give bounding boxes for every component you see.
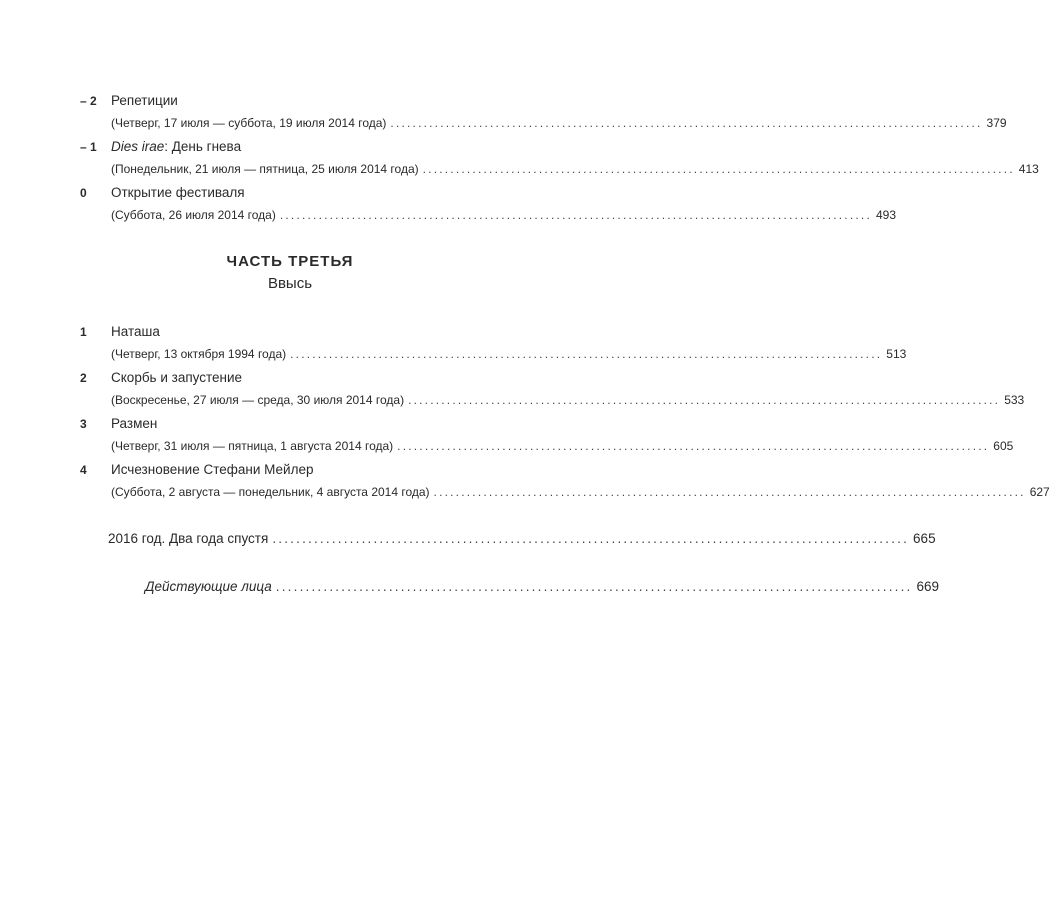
- chapter-number: – 1: [80, 140, 97, 154]
- chapter-number: 2: [80, 371, 87, 385]
- chapter-dates-row: [111, 161, 1039, 177]
- dot-leader: ...........................................................................................................: [279, 208, 872, 222]
- chapter-number: – 2: [80, 94, 97, 108]
- characters-title: Действующие лица: [145, 579, 272, 594]
- chapter-dates-row: [111, 346, 907, 362]
- dot-leader: ...........................................................................................................: [397, 439, 990, 453]
- dot-leader: ...........................................................................................................: [290, 347, 883, 361]
- chapter-title: Репетиции: [111, 93, 178, 108]
- page-number: 413: [1018, 162, 1039, 176]
- chapter-title: Исчезновение Стефани Мейлер: [111, 462, 314, 477]
- dot-leader: ...........................................................................................................: [275, 579, 913, 594]
- page-number: 627: [1029, 485, 1050, 499]
- chapter-number: 0: [80, 186, 87, 200]
- chapter-number: 4: [80, 463, 87, 477]
- page-number: 513: [886, 347, 907, 361]
- chapter-title: Скорбь и запустение: [111, 370, 243, 385]
- chapter-title-italic: Dies irae: [111, 139, 165, 154]
- dot-leader: ...........................................................................................................: [390, 116, 983, 130]
- chapter-dates: (Суббота, 2 августа — понедельник, 4 августа 2014 года): [111, 485, 430, 499]
- chapter-title: Наташа: [111, 324, 160, 339]
- chapter-dates-row: [111, 207, 897, 223]
- chapter-dates-row: [111, 484, 1050, 500]
- epilogue-row: [108, 530, 936, 548]
- page-number: 533: [1004, 393, 1025, 407]
- chapter-dates-row: [111, 115, 1007, 131]
- chapter-title: Открытие фестиваля: [111, 185, 245, 200]
- chapter-title: Размен: [111, 416, 158, 431]
- page-number: 669: [916, 579, 940, 594]
- chapter-number: 3: [80, 417, 87, 431]
- chapter-title-rest: : День гнева: [164, 139, 242, 154]
- chapter-dates: (Четверг, 17 июля — суббота, 19 июля 2014 года): [111, 116, 387, 130]
- dot-leader: ...........................................................................................................: [433, 485, 1026, 499]
- chapter-dates: (Четверг, 31 июля — пятница, 1 августа 2014 года): [111, 439, 394, 453]
- part-title: ЧАСТЬ ТРЕТЬЯ: [226, 253, 354, 270]
- chapter-dates: (Четверг, 13 октября 1994 года): [111, 347, 287, 361]
- dot-leader: ...........................................................................................................: [422, 162, 1015, 176]
- part-subtitle: Ввысь: [267, 275, 313, 292]
- dot-leader: ...........................................................................................................: [408, 393, 1001, 407]
- page-number: 379: [986, 116, 1007, 130]
- page-number: 665: [913, 531, 936, 546]
- characters-row: [145, 578, 940, 596]
- dot-leader: ...........................................................................................................: [272, 531, 910, 546]
- chapter-dates-row: [111, 392, 1025, 408]
- chapter-dates: (Воскресенье, 27 июля — среда, 30 июля 2014 года): [111, 393, 405, 407]
- chapter-number: 1: [80, 325, 87, 339]
- chapter-dates-row: [111, 438, 1014, 454]
- chapter-dates: (Понедельник, 21 июля — пятница, 25 июля 2014 года): [111, 162, 419, 176]
- epilogue-title: 2016 год. Два года спустя: [108, 531, 269, 546]
- chapter-dates: (Суббота, 26 июля 2014 года): [111, 208, 276, 222]
- page-number: 605: [993, 439, 1014, 453]
- chapter-title: [111, 139, 241, 155]
- page-number: 493: [875, 208, 897, 222]
